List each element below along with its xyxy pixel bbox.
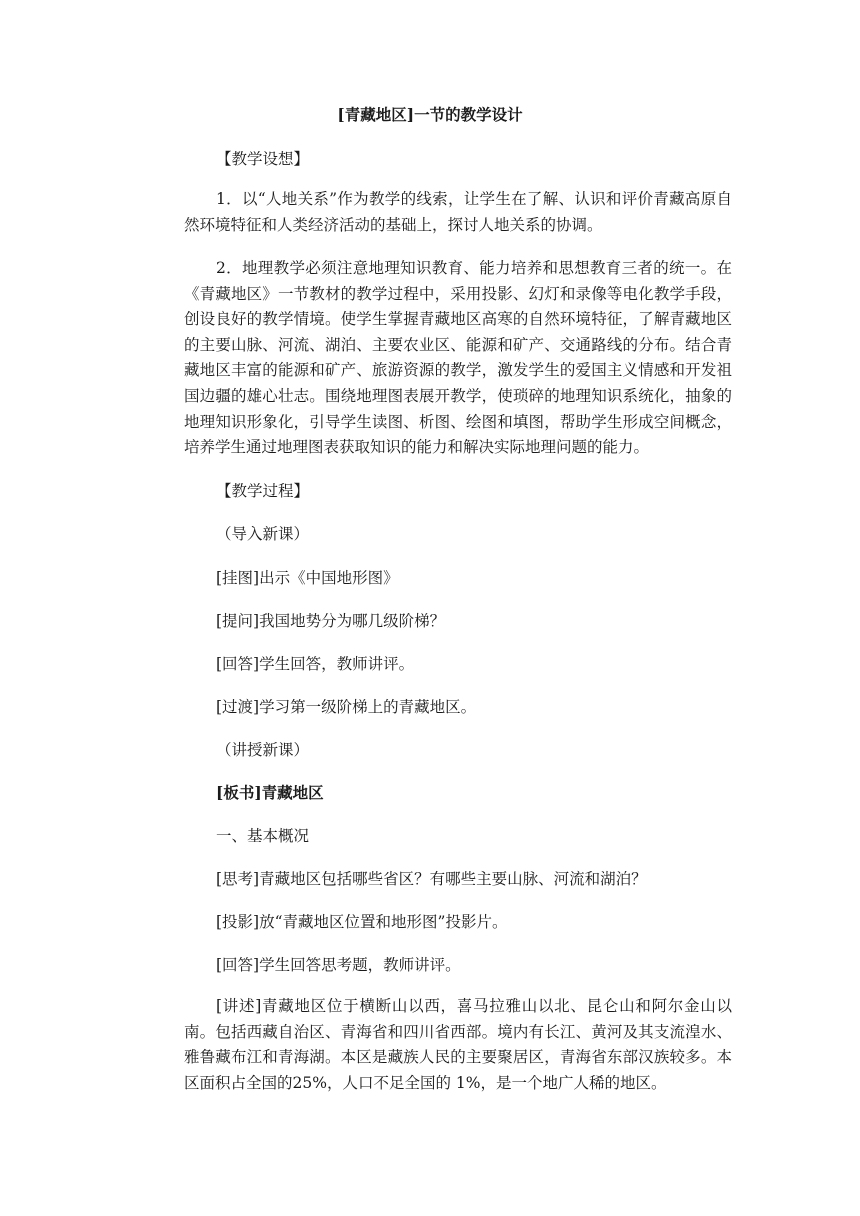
heading-teaching-concept: 【教学设想】 (216, 150, 310, 168)
paragraph-lecture: [讲述]青藏地区位于横断山以西，喜马拉雅山以北、昆仑山和阿尔金山以南。包括西藏自治区、青海省和四川省西部。境内有长江、黄河及其支流湟水、雅鲁藏布江和青海湖。本区是藏族人民的主要聚居区，青海省东部汉族较多。本区面积占全国的25%，人口不足全国的 1%，是一个地广人稀的地区。 (184, 997, 732, 1092)
stage-new-lesson: （讲授新课） (216, 741, 310, 759)
step-answer: [回答]学生回答，教师讲评。 (216, 655, 415, 673)
step-think: [思考]青藏地区包括哪些省区？有哪些主要山脉、河流和湖泊？ (216, 870, 647, 888)
stage-intro: （导入新课） (216, 525, 310, 543)
section-basic-overview: 一、基本概况 (216, 827, 310, 845)
step-answer-2: [回答]学生回答思考题，教师讲评。 (216, 956, 461, 974)
document-title: [青藏地区]一节的教学设计 (337, 105, 523, 124)
step-question: [提问]我国地势分为哪几级阶梯？ (216, 612, 446, 630)
paragraph-concept-2: 2．地理教学必须注意地理知识教育、能力培养和思想教育三者的统一。在《青藏地区》一节教材的教学过程中，采用投影、幻灯和录像等电化教学手段，创设良好的教学情境。使学生掌握青藏地区高寒的自然环境特征，了解青藏地区的主要山脉、河流、湖泊、主要农业区、能源和矿产、交通路线的分布。结合青藏地区丰富的能源和矿产、旅游资源的教学，激发学生的爱国主义情感和开发祖国边疆的雄心壮志。围绕地理图表展开教学，使琐碎的地理知识系统化，抽象的地理知识形象化，引导学生读图、析图、绘图和填图，帮助学生形成空间概念，培养学生通过地理图表获取知识的能力和解决实际地理问题的能力。 (184, 259, 732, 457)
step-projection: [投影]放“青藏地区位置和地形图”投影片。 (216, 913, 508, 931)
step-transition: [过渡]学习第一级阶梯上的青藏地区。 (216, 698, 477, 716)
step-hang-map: [挂图]出示《中国地形图》 (216, 569, 399, 587)
step-board: [板书]青藏地区 (216, 783, 324, 802)
paragraph-concept-1: 1．以“人地关系”作为教学的线索，让学生在了解、认识和评价青藏高原自然环境特征和人类经济活动的基础上，探讨人地关系的协调。 (184, 190, 732, 234)
heading-teaching-process: 【教学过程】 (216, 482, 310, 500)
